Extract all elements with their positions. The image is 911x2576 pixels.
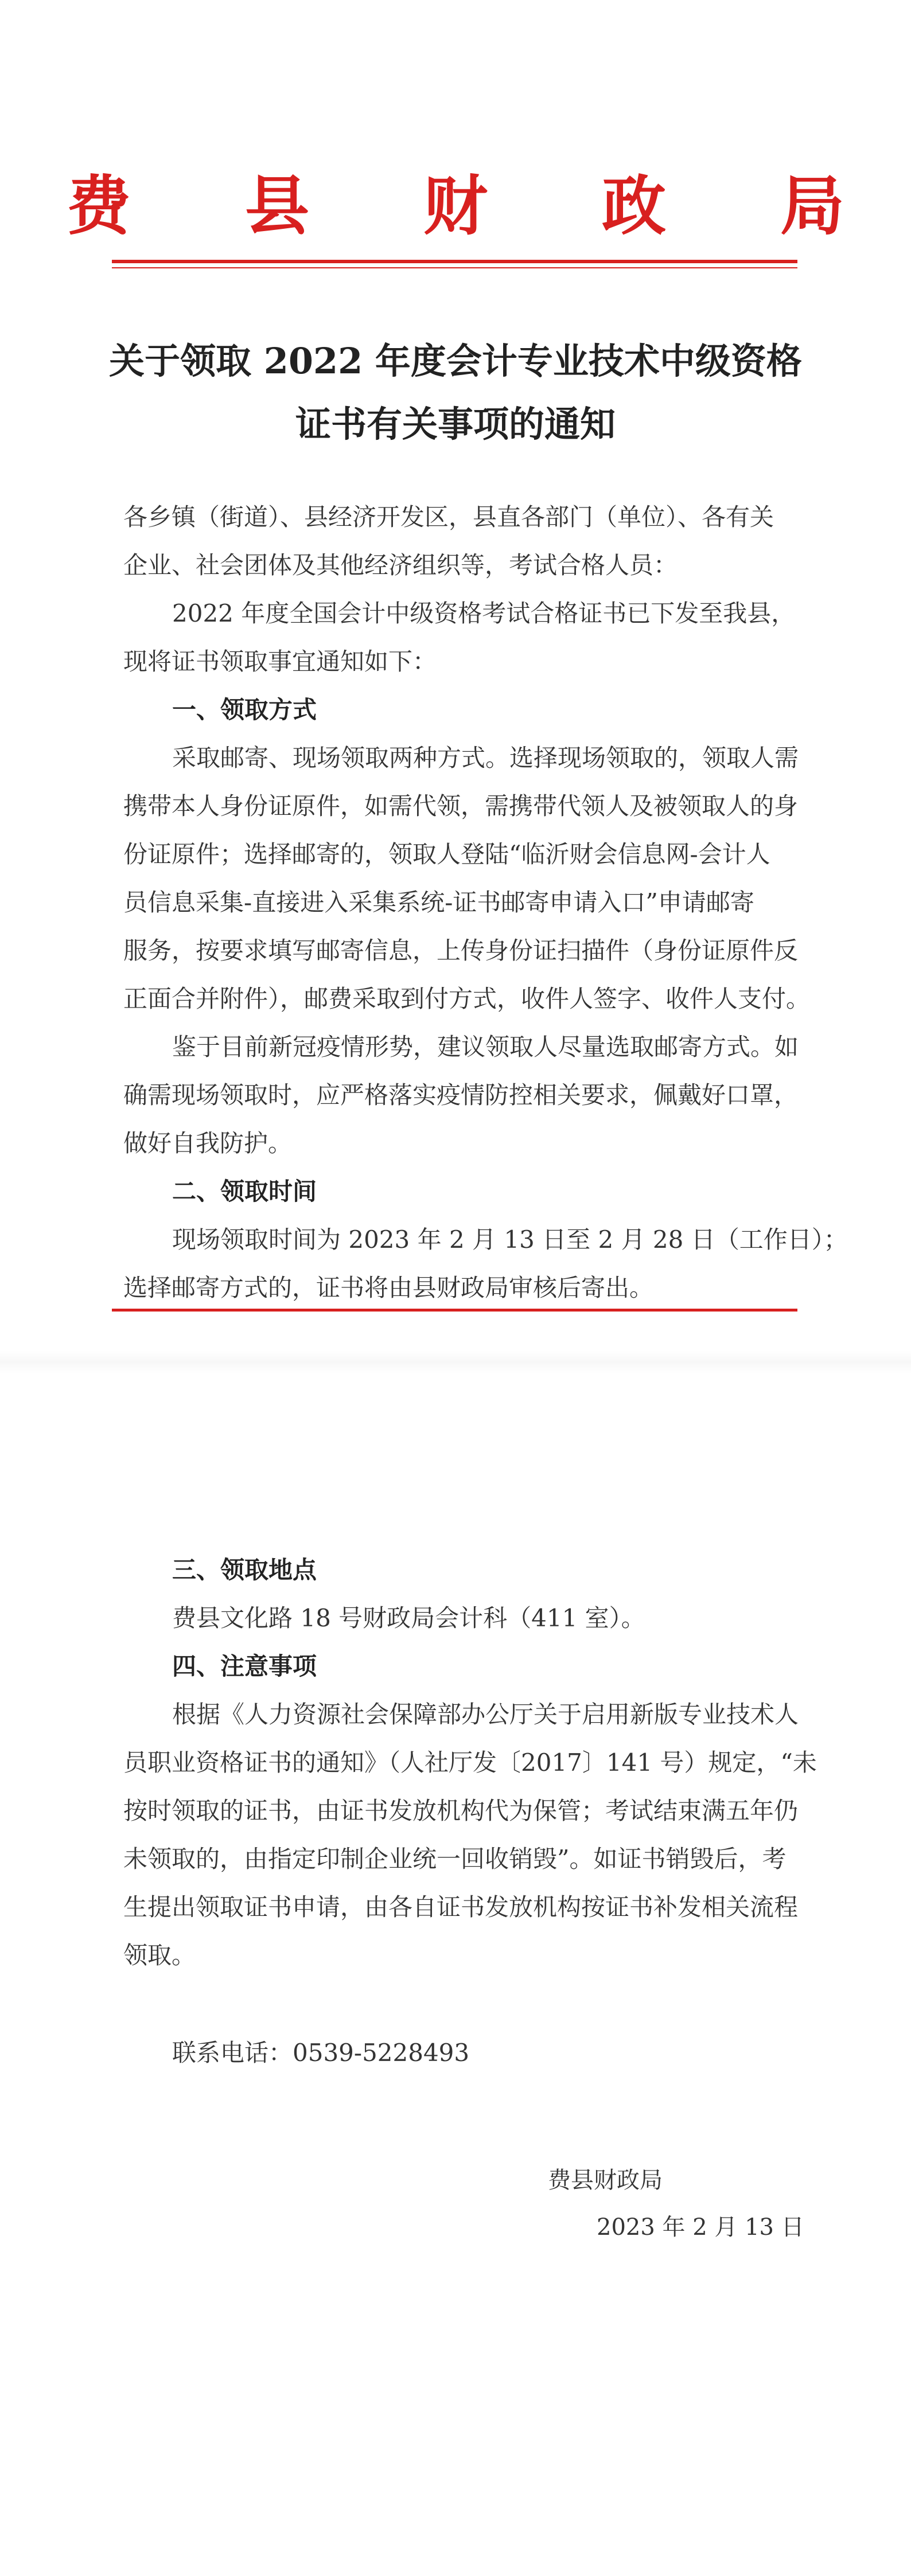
paragraph-line: 按时领取的证书，由证书发放机构代为保管；考试结束满五年仍 [123, 1797, 799, 1825]
paragraph-line: 领取。 [123, 1941, 196, 1969]
paragraph-line: 鉴于目前新冠疫情形势，建议领取人尽量选取邮寄方式。如 [172, 1033, 799, 1061]
agency-header: 费 县 财 政 局 [67, 169, 890, 244]
paragraph-line: 采取邮寄、现场领取两种方式。选择现场领取的，领取人需 [172, 744, 799, 772]
paragraph-line: 费县文化路 18 号财政局会计科（411 室）。 [172, 1604, 645, 1632]
section-heading-notes: 四、注意事项 [172, 1652, 317, 1680]
intro-line: 现将证书领取事宜通知如下： [123, 647, 437, 676]
signature-org: 费县财政局 [548, 2167, 663, 2193]
section-heading-method: 一、领取方式 [172, 696, 317, 724]
page-seam [0, 1351, 911, 1373]
paragraph-line: 员信息采集-直接进入采集系统-证书邮寄申请入口”申请邮寄 [123, 888, 754, 916]
document-title-line2: 证书有关事项的通知 [295, 403, 616, 445]
section-heading-time: 二、领取时间 [172, 1177, 317, 1205]
paragraph-line: 未领取的，由指定印制企业统一回收销毁”。如证书销毁后，考 [123, 1845, 787, 1873]
paragraph-line: 做好自我防护。 [123, 1129, 293, 1157]
paragraph-line: 员职业资格证书的通知》（人社厅发〔2017〕141 号）规定，“未 [123, 1748, 817, 1777]
page-separator-rule [112, 1309, 797, 1312]
document-title-line1: 关于领取 2022 年度会计专业技术中级资格 [109, 340, 802, 382]
section-heading-location: 三、领取地点 [172, 1556, 317, 1584]
paragraph-line: 确需现场领取时，应严格落实疫情防控相关要求，佩戴好口罩， [123, 1081, 799, 1109]
paragraph-line: 携带本人身份证原件，如需代领，需携带代领人及被领取人的身 [123, 792, 799, 820]
paragraph-line: 现场领取时间为 2023 年 2 月 13 日至 2 月 28 日（工作日）； [172, 1225, 848, 1254]
intro-line: 2022 年度全国会计中级资格考试合格证书已下发至我县， [172, 599, 796, 627]
paragraph-line: 份证原件；选择邮寄的，领取人登陆“临沂财会信息网-会计人 [123, 840, 770, 868]
header-rule-thick [112, 260, 797, 263]
salutation-line: 企业、社会团体及其他经济组织等，考试合格人员： [123, 551, 678, 579]
paragraph-line: 正面合并附件），邮费采取到付方式，收件人签字、收件人支付。 [123, 985, 811, 1013]
paragraph-line: 生提出领取证书申请，由各自证书发放机构按证书补发相关流程 [123, 1893, 799, 1921]
salutation-line: 各乡镇（街道）、县经济开发区，县直各部门（单位）、各有关 [123, 503, 774, 531]
contact-phone: 联系电话：0539-5228493 [172, 2039, 470, 2067]
header-rule-thin [112, 267, 797, 268]
paragraph-line: 服务，按要求填写邮寄信息，上传身份证扫描件（身份证原件反 [123, 936, 799, 965]
paragraph-line: 选择邮寄方式的，证书将由县财政局审核后寄出。 [123, 1274, 654, 1302]
signature-date: 2023 年 2 月 13 日 [597, 2214, 804, 2241]
paragraph-line: 根据《人力资源社会保障部办公厅关于启用新版专业技术人 [172, 1700, 799, 1728]
